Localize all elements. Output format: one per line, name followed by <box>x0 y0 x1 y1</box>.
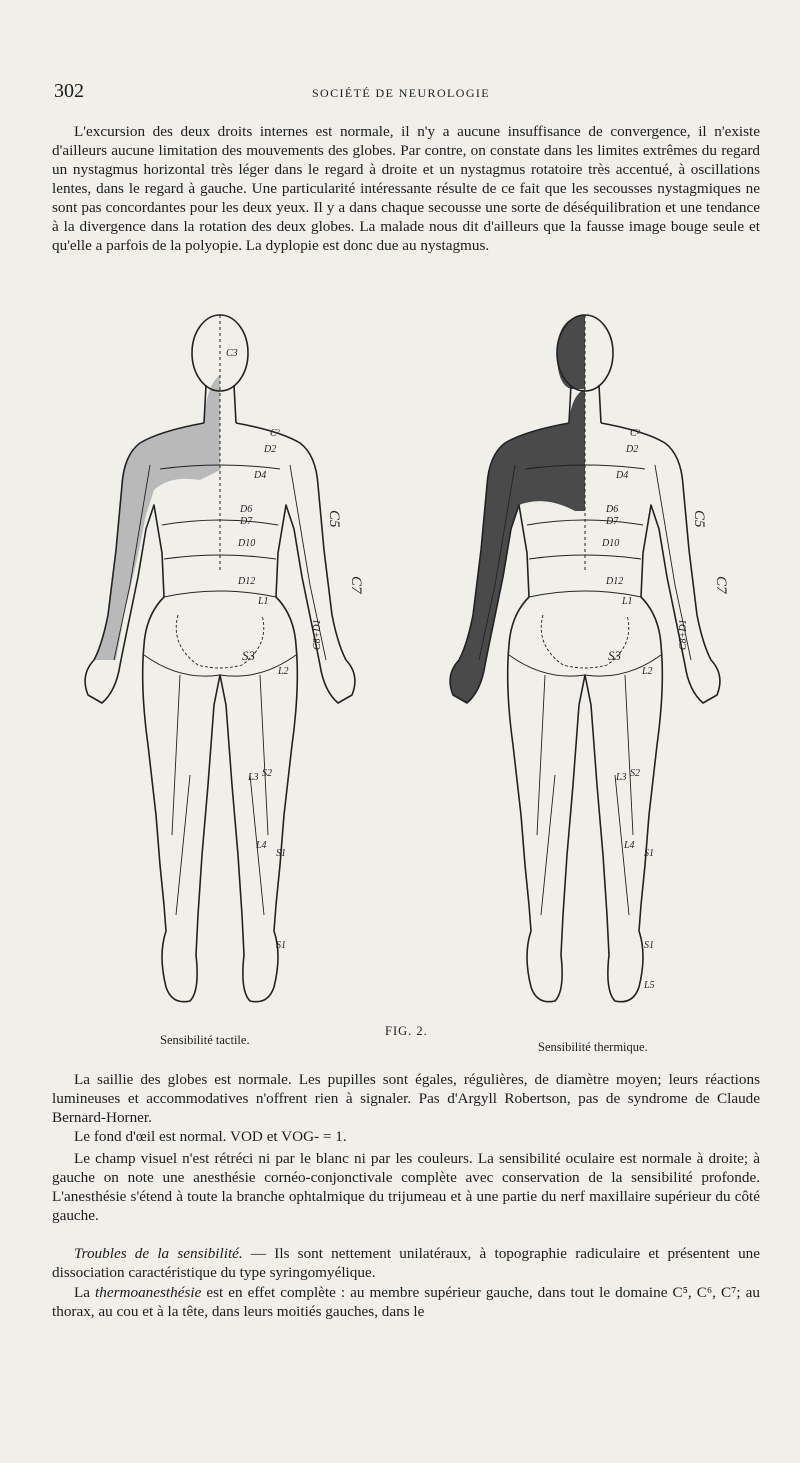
label-l4-r: L4 <box>624 840 635 851</box>
paragraph-thermoanesthesie <box>52 1283 760 1321</box>
label-s1: S1 <box>276 848 286 859</box>
thermo-term: thermoanesthésie <box>95 1284 202 1301</box>
label-d6: D6 <box>240 504 253 515</box>
label-d12-r: D12 <box>606 576 624 587</box>
label-l3-r: L3 <box>616 772 627 783</box>
label-s2-r: S2 <box>630 768 640 779</box>
label-l1-r: L1 <box>622 596 633 607</box>
label-l2: L2 <box>278 666 289 677</box>
page-number: 302 <box>54 80 84 102</box>
thermo-text: est en effet complète : au membre supérieur gauche, dans tout le domaine C⁵, C⁶, C⁷; au thorax, au cou et à la tête, dans leurs moitiés gauches, dans le <box>52 1284 760 1320</box>
label-c3: C3 <box>226 348 238 359</box>
caption-tactile: Sensibilité tactile. <box>160 1033 250 1047</box>
label-d7-r: D7 <box>606 516 619 527</box>
label-d12: D12 <box>238 576 256 587</box>
label-l4: L4 <box>256 840 267 851</box>
label-d6-r: D6 <box>606 504 619 515</box>
figure-number: FIG. 2. <box>385 1024 428 1038</box>
troubles-heading: Troubles de la sensibilité. <box>74 1245 243 1262</box>
label-c8d1-r: C8+D1 <box>678 619 689 650</box>
label-s1-foot: S1 <box>276 940 286 951</box>
running-head: SOCIÉTÉ DE NEUROLOGIE <box>311 86 491 100</box>
labels-thermique <box>601 428 729 991</box>
labels-tactile <box>226 348 364 951</box>
label-c8d1: C8+D1 <box>312 619 323 650</box>
troubles-text: — Ils sont nettement unilatéraux, à topographie radiculaire et présentent une dissociation caractéristique du type syringomyélique. <box>52 1245 760 1281</box>
paragraph-troubles <box>52 1244 760 1282</box>
body-map-thermique <box>450 315 720 1002</box>
label-d7: D7 <box>240 516 253 527</box>
page-header <box>50 80 752 104</box>
thermo-lead: La <box>74 1284 96 1301</box>
figure-sensibility-maps <box>40 300 760 1060</box>
label-l5-r: L5 <box>644 980 655 991</box>
label-c2-r: C² <box>630 428 640 439</box>
label-l3: L3 <box>248 772 259 783</box>
label-s1-r: S1 <box>644 848 654 859</box>
label-d4-r: D4 <box>616 470 629 481</box>
label-l2-r: L2 <box>642 666 653 677</box>
label-d10: D10 <box>238 538 256 549</box>
body-map-tactile <box>85 315 355 1002</box>
label-l1: L1 <box>258 596 269 607</box>
label-s3: S3 <box>242 648 255 663</box>
label-d10-r: D10 <box>602 538 620 549</box>
label-d4: D4 <box>254 470 267 481</box>
shaded-head-thermique <box>557 315 585 389</box>
paragraph-fond-oeil: Le fond d'œil est normal. VOD et VOG- = 1. <box>74 1128 347 1145</box>
caption-thermique: Sensibilité thermique. <box>538 1040 648 1054</box>
label-s2: S2 <box>262 768 272 779</box>
label-c5-side: C5 <box>326 510 342 528</box>
label-d2: D2 <box>264 444 277 455</box>
paragraph-globes: La saillie des globes est normale. Les pupilles sont égales, régulières, de diamètre moyen; leurs réactions lumineuses et accommodatives n'offrent rien à signaler. Pas d'Argyll Robertson, pas de syndrome de Claude Bernard-Horner. <box>52 1071 760 1126</box>
shaded-area-tactile <box>94 375 220 660</box>
label-d2-r: D2 <box>626 444 639 455</box>
label-s1-foot-r: S1 <box>644 940 654 951</box>
label-c5-side-r: C5 <box>691 510 707 528</box>
paragraph-champ-visuel: Le champ visuel n'est rétréci ni par le blanc ni par les couleurs. La sensibilité oculaire est normale à droite; à gauche on note une anesthésie cornéo-conjonctivale complète avec conservation de la sensibilité profonde. L'anesthésie s'étend à toute la branche ophtalmique du trijumeau et à une partie du nerf maxillaire supérieur du côté gauche. <box>52 1150 760 1224</box>
paragraph-nystagmus: L'excursion des deux droits internes est normale, il n'y a aucune insuffisance de convergence, il n'existe d'ailleurs aucune limitation des mouvements des globes. Par contre, on constate dans les limites extrêmes du regard un nystagmus horizontal très léger dans le regard à droite et un nystagmus rotatoire très accentué, à oscillations lentes, dans le regard à gauche. Une particularité intéressante résulte de ce fait que les secousses nystagmiques ne sont pas concordantes pour les deux yeux. Il y a dans chaque secousse une sorte de déséquilibration et une tendance à la divergence dans la rotation des deux globes. La malade nous dit d'ailleurs que la fausse image bouge seule et qu'elle a parfois de la polyopie. La dyplopie est donc due au nystagmus. <box>52 123 760 254</box>
label-s3-r: S3 <box>608 648 621 663</box>
label-c7-side-r: C7 <box>713 576 729 594</box>
body-maps-svg <box>40 300 760 1060</box>
label-c2: C² <box>270 428 280 439</box>
label-c7-side: C7 <box>348 576 364 594</box>
